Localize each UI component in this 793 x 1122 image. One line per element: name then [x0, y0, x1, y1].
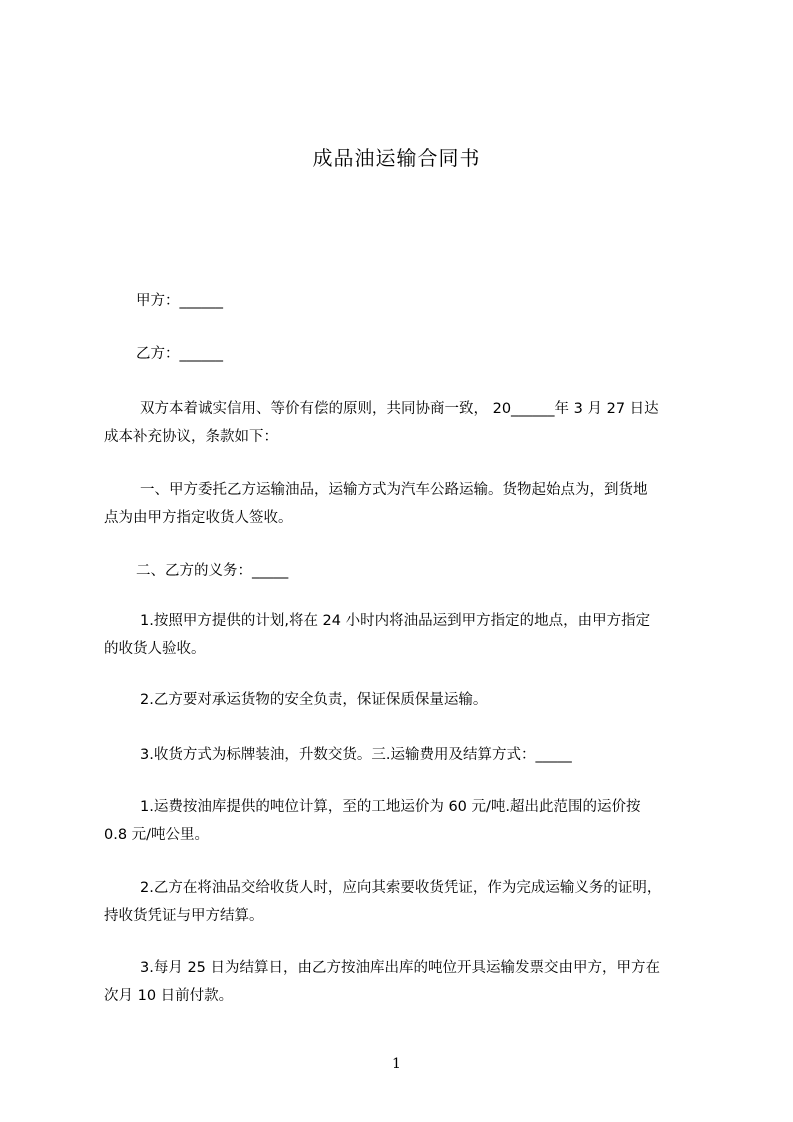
item3-3-line-2: 次月 10 日前付款。	[104, 988, 234, 1004]
item3-1-line-2: 0.8 元/吨公里。	[104, 827, 210, 843]
intro-paragraph-line-1: 双方本着诚实信用、等价有偿的原则，共同协商一致， 20______年 3 月 27 日达	[140, 401, 659, 417]
item3-3-line-1: 3.每月 25 日为结算日，由乙方按油库出库的吨位开具运输发票交由甲方，甲方在	[140, 960, 661, 976]
item2-1-line-2: 的收货人验收。	[104, 641, 206, 657]
item2-1-line-1: 1.按照甲方提供的计划,将在 24 小时内将油品运到甲方指定的地点，由甲方指定	[140, 613, 651, 629]
party-a-line: 甲方：______	[136, 293, 223, 309]
item2-3-line: 3.收货方式为标牌装油，升数交货。三.运输费用及结算方式：_____	[140, 747, 572, 763]
item3-1-line-1: 1.运费按油库提供的吨位计算，至的工地运价为 60 元/吨.超出此范围的运价按	[140, 799, 641, 815]
section1-line-2: 点为由甲方指定收货人签收。	[104, 510, 293, 526]
document-title: 成品油运输合同书	[312, 146, 481, 170]
intro-paragraph-line-2: 成本补充协议，条款如下：	[104, 429, 278, 445]
section1-line-1: 一、甲方委托乙方运输油品，运输方式为汽车公路运输。货物起始点为，到货地	[140, 482, 648, 498]
item3-2-line-2: 持收货凭证与甲方结算。	[104, 908, 264, 924]
item2-2-line: 2.乙方要对承运货物的安全负责，保证保质保量运输。	[140, 692, 488, 708]
party-b-line: 乙方：______	[136, 346, 223, 362]
page-number: 1	[392, 1056, 401, 1072]
item3-2-line-1: 2.乙方在将油品交给收货人时，应向其索要收货凭证，作为完成运输义务的证明，	[140, 880, 662, 896]
section2-heading: 二、乙方的义务：_____	[136, 563, 289, 579]
